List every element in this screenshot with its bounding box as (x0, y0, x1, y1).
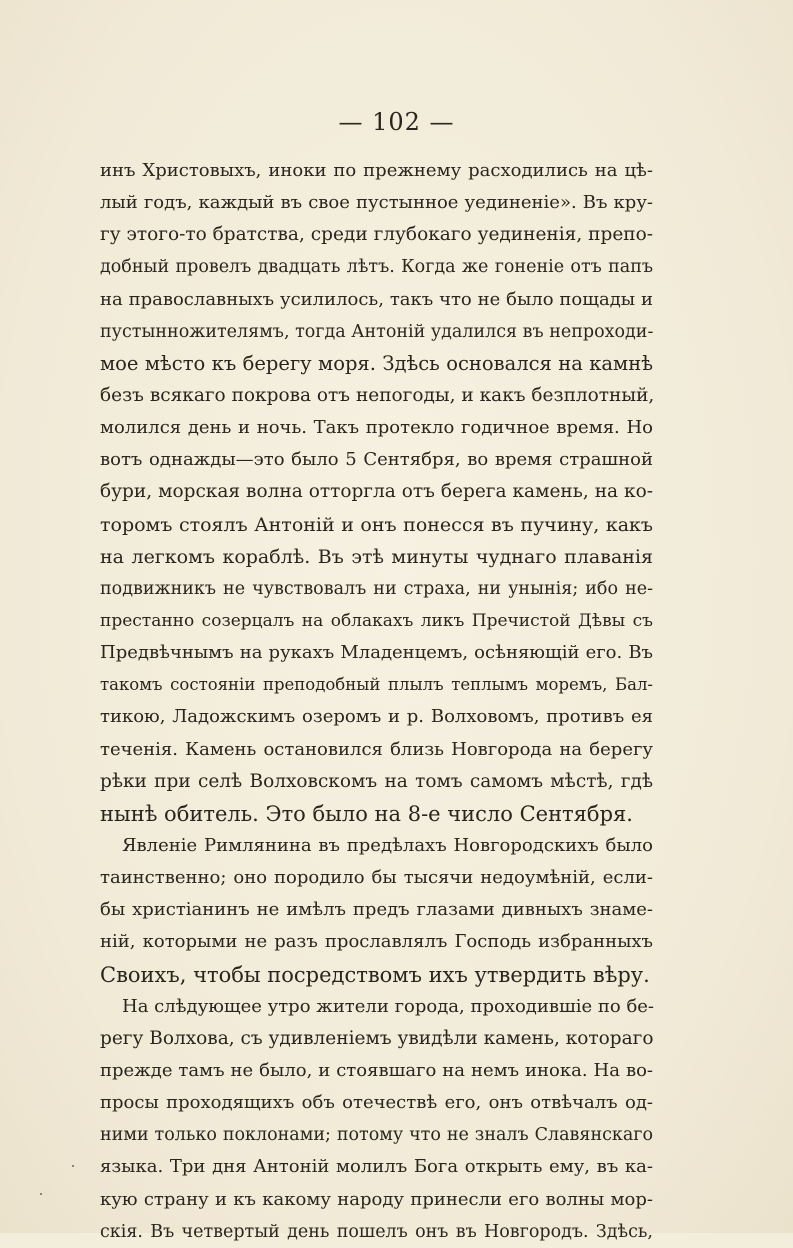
text-line: прежде тамъ не было, и стоявшаго на немъ инока. На во- (100, 1059, 653, 1081)
text-line: языка. Три дня Антоній молилъ Бога открыть ему, въ ка- (100, 1156, 653, 1178)
text-line: тикою, Ладожскимъ озеромъ и р. Волховомъ, противъ ея (100, 706, 653, 728)
paper-speck (40, 1193, 42, 1195)
text-line: ними только поклонами; потому что не зналъ Славянскаго (100, 1125, 653, 1146)
page-number: — 102 — (338, 108, 455, 136)
text-line: престанно созерцалъ на облакахъ ликъ Пречистой Дѣвы съ (100, 610, 653, 631)
text-line: кую страну и къ какому народу принесли его волны мор- (100, 1188, 653, 1210)
text-line: торомъ стоялъ Антоній и онъ понесся въ пучину, какъ (100, 513, 653, 536)
text-line: на православныхъ усилилось, такъ что не было пощады и (100, 288, 653, 310)
text-line: Явленіе Римлянина въ предѣлахъ Новгородскихъ было (122, 834, 653, 856)
text-line: молился день и ночь. Такъ протекло годичное время. Но (100, 417, 653, 439)
text-line: пустынножителямъ, тогда Антоній удалился въ непроходи- (100, 321, 654, 342)
text-line: мое мѣсто къ берегу моря. Здѣсь основался на камнѣ (100, 351, 653, 375)
text-line: нынѣ обитель. Это было на 8-е число Сентября. (100, 801, 633, 826)
text-line: добный провелъ двадцать лѣтъ. Когда же гоненіе отъ папъ (100, 257, 653, 278)
text-line: ній, которыми не разъ прославлялъ Господь избранныхъ (100, 931, 653, 953)
text-line: Своихъ, чтобы посредствомъ ихъ утвердить вѣру. (100, 962, 650, 987)
text-line: бури, морская волна отторгла отъ берега камень, на ко- (100, 481, 653, 503)
text-line: безъ всякаго покрова отъ непогоды, и какъ безплотный, (100, 384, 655, 406)
text-line: на легкомъ кораблѣ. Въ этѣ минуты чуднаго плаванія (100, 545, 653, 568)
text-line: бы христіанинъ не имѣлъ предъ глазами дивныхъ знаме- (100, 899, 653, 921)
text-line: скія. Въ четвертый день пошелъ онъ въ Новгородъ. Здѣсь, (100, 1221, 653, 1242)
text-line: вотъ однажды—это было 5 Сентября, во время страшной (100, 449, 653, 471)
text-line: такомъ состояніи преподобный плылъ теплымъ моремъ, Бал- (100, 675, 653, 695)
text-line: лый годъ, каждый въ свое пустынное уединеніе». Въ кру- (100, 192, 653, 214)
text-line: рѣки при селѣ Волховскомъ на томъ самомъ мѣстѣ, гдѣ (100, 770, 653, 792)
paper-speck (72, 1165, 74, 1167)
text-line: подвижникъ не чувствовалъ ни страха, ни унынія; ибо не- (100, 578, 653, 599)
text-line: регу Волхова, съ удивленіемъ увидѣли камень, котораго (100, 1027, 654, 1049)
text-line: На слѣдующее утро жители города, проходившіе по бе- (122, 995, 655, 1017)
text-line: гу этого-то братства, среди глубокаго уединенія, препо- (100, 224, 653, 246)
text-line: теченія. Камень остановился близь Новгорода на берегу (100, 738, 653, 760)
text-line: просы проходящихъ объ отечествѣ его, онъ отвѣчалъ од- (100, 1092, 653, 1114)
body-text (100, 155, 653, 1248)
text-line: таинственно; оно породило бы тысячи недоумѣній, если- (100, 867, 653, 889)
text-line: инъ Христовыхъ, иноки по прежнему расходились на цѣ- (100, 160, 653, 181)
text-line: Предвѣчнымъ на рукахъ Младенцемъ, осѣняющій его. Въ (100, 642, 653, 664)
